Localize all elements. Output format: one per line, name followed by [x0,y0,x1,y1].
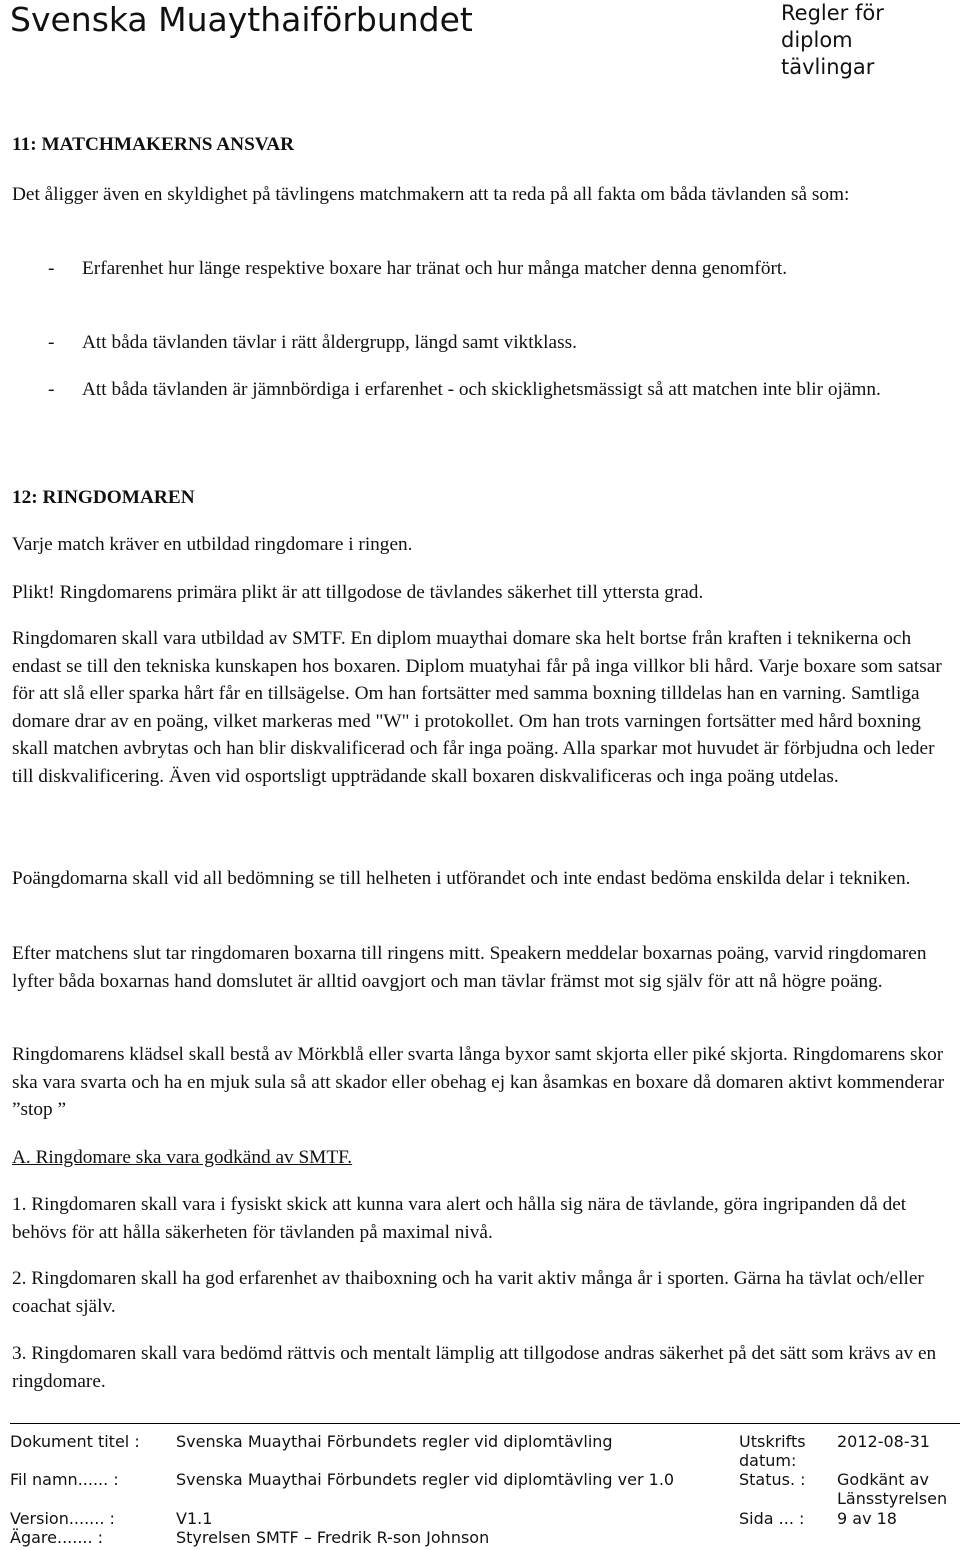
organization-name: Svenska Muaythaiförbundet [10,0,473,39]
footer-divider [10,1423,960,1424]
footer-print-label-2: datum: [739,1451,797,1470]
footer-owner-value: Styrelsen SMTF – Fredrik R-son Johnson [176,1528,490,1547]
list-bullet: - [48,379,55,400]
list-item [48,376,943,404]
list-item-text: Att båda tävlanden tävlar i rätt åldergrupp, längd samt viktklass. [82,332,577,353]
numbered-item: 2. Ringdomaren skall ha god erfarenhet av thaiboxning och ha varit aktiv många år i sporten. Gärna ha tävlat och/eller coachat själv. [12,1268,924,1317]
list-bullet: - [48,258,55,279]
subheading: A. Ringdomare ska vara godkänd av SMTF. [12,1147,353,1168]
footer-doc-label: Dokument titel : [10,1432,140,1451]
footer-doc-value: Svenska Muaythai Förbundets regler vid diplomtävling [176,1432,613,1451]
footer-file-label: Fil namn...... : [10,1470,119,1489]
footer-status-label: Status. : [739,1470,806,1489]
paragraph: Plikt! Ringdomarens primära plikt är att tillgodose de tävlandes säkerhet till yttersta grad. [12,582,704,603]
document-type-line3: tävlingar [781,55,875,79]
list-item [48,329,943,357]
section-12-heading: 12: RINGDOMAREN [12,487,195,508]
footer-file-value: Svenska Muaythai Förbundets regler vid diplomtävling ver 1.0 [176,1470,675,1489]
footer-status-value: Godkänt av [837,1470,929,1489]
numbered-item: 1. Ringdomaren skall vara i fysiskt skick att kunna vara alert och hålla sig nära de tävlande, göra ingripanden då det behövs för att hålla säkerheten för tävlanden på maximal nivå. [12,1194,907,1243]
paragraph: Efter matchens slut tar ringdomaren boxarna till ringens mitt. Speakern meddelar boxarnas poäng, varvid ringdomaren lyfter båda boxarnas hand domslutet är alltid oavgjort och man tävlar främst mot sig själv för att nå högre poäng. [12,943,927,992]
list-item [48,255,943,283]
footer-print-date: 2012-08-31 [837,1432,930,1451]
paragraph: Poängdomarna skall vid all bedömning se till helheten i utförandet och inte endast bedöma enskilda delar i tekniken. [12,868,911,889]
footer-status-value-2: Länsstyrelsen [837,1489,948,1508]
footer-page-label: Sida ... : [739,1509,805,1528]
document-type-line2: diplom [781,28,853,52]
document-type-line1: Regler för [781,1,884,25]
paragraph: Ringdomaren skall vara utbildad av SMTF. En diplom muaythai domare ska helt bortse från kraften i teknikerna och endast se till den tekniska kunskapen hos boxaren. Diplom muatyhai får på inga villkor bli hård. Varje boxare som satsar för att slå eller sparka hårt får en tillsägelse. Om han fortsätter med samma boxning tilldelas han en varning. Samtliga domare drar av en poäng, vilket markeras med "W" i protokollet. Om han trots varningen fortsätter med hård boxning skall matchen avbrytas och han blir diskvalificerad och får inga poäng. Alla sparkar mot huvudet är förbjudna och leder till diskvalificering. Även vid osportsligt uppträdande skall boxaren diskvalificeras och inga poäng utdelas. [12,628,942,787]
footer-version-label: Version....... : [10,1509,115,1528]
footer-page-value: 9 av 18 [837,1509,897,1528]
section-11-intro: Det åligger även en skyldighet på tävlingens matchmakern att ta reda på all fakta om båda tävlanden så som: [12,184,850,205]
list-item-text: Att båda tävlanden är jämnbördiga i erfarenhet - och skicklighetsmässigt så att matchen inte blir ojämn. [82,379,881,400]
section-11-heading: 11: MATCHMAKERNS ANSVAR [12,134,295,155]
numbered-item: 3. Ringdomaren skall vara bedömd rättvis och mentalt lämplig att tillgodose andras säkerhet på det sätt som krävs av en ringdomare. [12,1343,937,1392]
paragraph: Ringdomarens klädsel skall bestå av Mörkblå eller svarta långa byxor samt skjorta eller piké skjorta. Ringdomarens skor ska vara svarta och ha en mjuk sula så att skador eller obehag ej kan åsamkas en boxare då domaren aktivt kommenderar ”stop ” [12,1044,945,1120]
footer-version-value: V1.1 [176,1509,213,1528]
document-type [781,0,884,81]
list-bullet: - [48,332,55,353]
footer-print-label: Utskrifts [739,1432,806,1451]
list-item-text: Erfarenhet hur länge respektive boxare har tränat och hur många matcher denna genomfört. [82,258,788,279]
paragraph: Varje match kräver en utbildad ringdomare i ringen. [12,534,413,555]
footer-owner-label: Ägare....... : [10,1528,104,1547]
